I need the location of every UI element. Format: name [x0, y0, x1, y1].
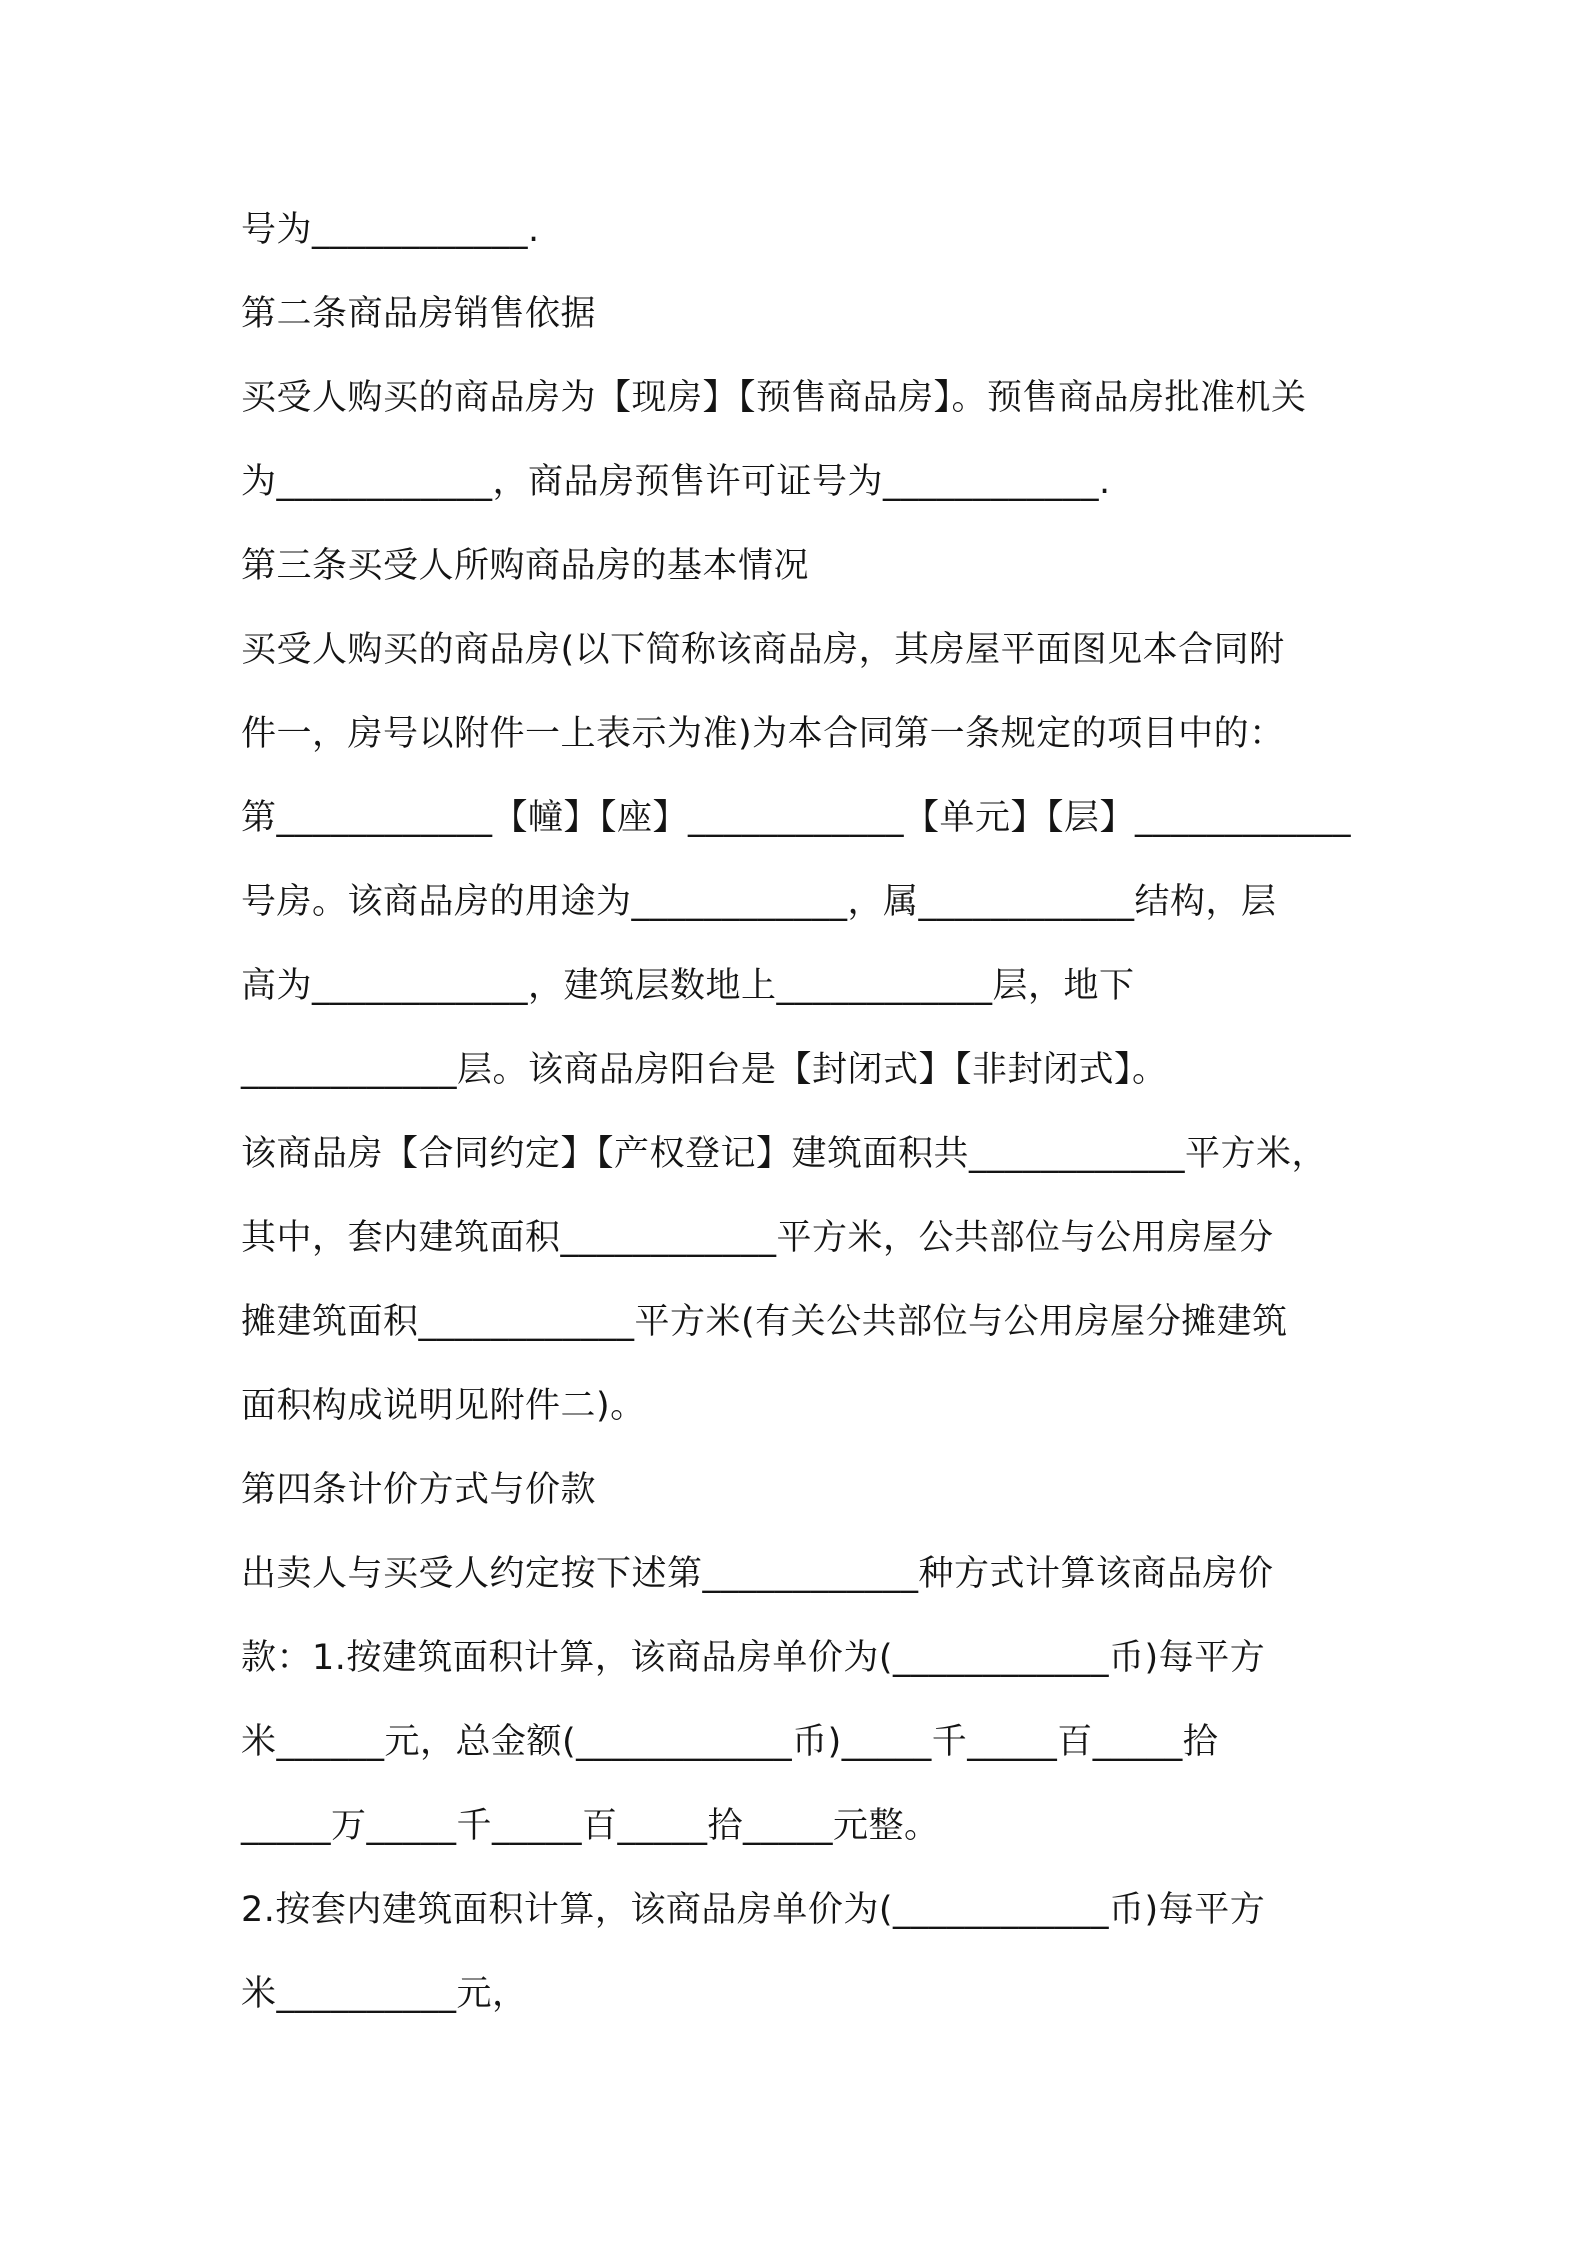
text-line-15: 面积构成说明见附件二)。: [241, 1386, 646, 1426]
text-line-6: 买受人购买的商品房(以下简称该商品房，其房屋平面图见本合同附: [241, 630, 1285, 670]
text-line-10: 高为____________，建筑层数地上____________层，地下: [241, 966, 1135, 1006]
text-line-7: 件一，房号以附件一上表示为准)为本合同第一条规定的项目中的：: [241, 714, 1285, 754]
text-line-3: 买受人购买的商品房为【现房】【预售商品房】。预售商品房批准机关: [241, 378, 1307, 418]
text-line-13: 其中，套内建筑面积____________平方米，公共部位与公用房屋分: [241, 1218, 1274, 1258]
article-3-heading: 第三条买受人所购商品房的基本情况: [241, 546, 810, 586]
text-line-11: ____________层。该商品房阳台是【封闭式】【非封闭式】。: [241, 1050, 1168, 1090]
text-line-9: 号房。该商品房的用途为____________，属____________结构，层: [241, 882, 1277, 922]
text-line-12: 该商品房【合同约定】【产权登记】建筑面积共____________平方米，: [241, 1134, 1328, 1174]
text-line-4: 为____________，商品房预售许可证号为____________.: [241, 462, 1111, 502]
text-line-22: 米__________元，: [241, 1974, 528, 2014]
text-line-18: 款：1.按建筑面积计算，该商品房单价为(____________币)每平方: [241, 1638, 1266, 1678]
text-line-20: _____万_____千_____百_____拾_____元整。: [241, 1806, 940, 1846]
text-line-14: 摊建筑面积____________平方米(有关公共部位与公用房屋分摊建筑: [241, 1302, 1288, 1342]
text-line-1: 号为____________.: [241, 210, 540, 250]
text-line-19: 米______元，总金额(____________币)_____千_____百_____拾: [241, 1722, 1219, 1762]
article-4-heading: 第四条计价方式与价款: [241, 1470, 597, 1510]
text-line-21: 2.按套内建筑面积计算，该商品房单价为(____________币)每平方: [241, 1890, 1266, 1930]
article-2-heading: 第二条商品房销售依据: [241, 294, 597, 334]
text-line-8: 第____________【幢】【座】____________【单元】【层】____________: [241, 798, 1352, 838]
text-line-17: 出卖人与买受人约定按下述第____________种方式计算该商品房价: [241, 1554, 1274, 1594]
